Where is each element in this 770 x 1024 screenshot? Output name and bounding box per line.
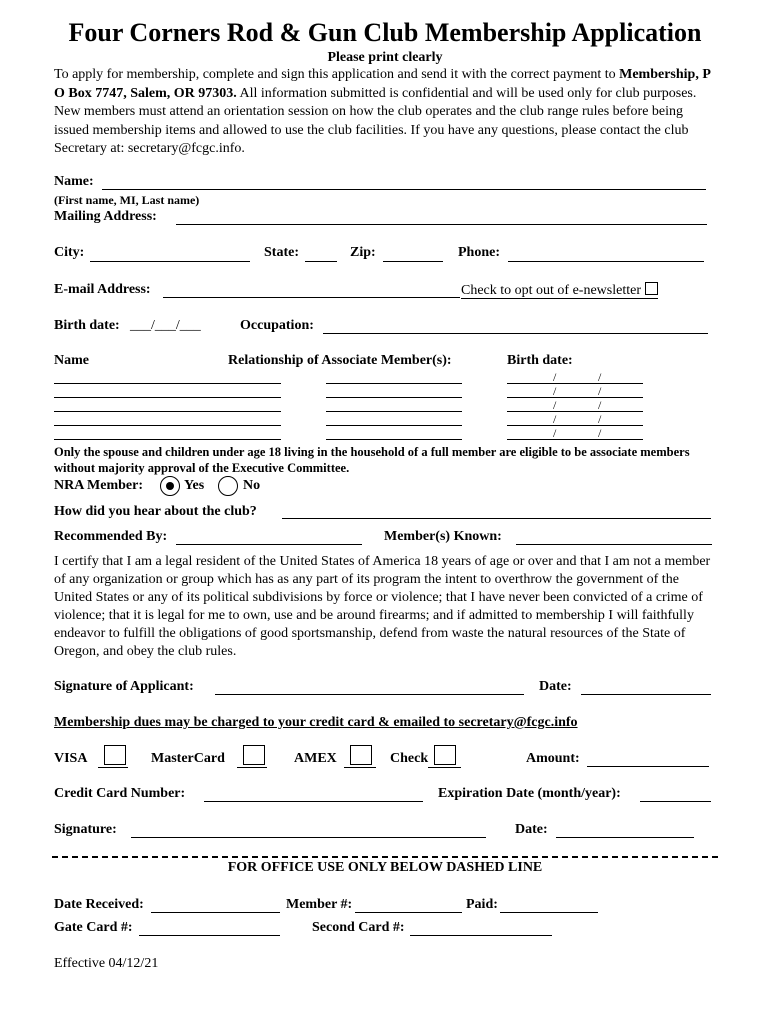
visa-underline [98, 767, 128, 768]
mailing-address-bold: Membership, P O Box 7747, Salem, OR 97303. [54, 67, 711, 101]
nra-yes-radio[interactable] [160, 476, 180, 496]
opt-out-newsletter[interactable]: Check to opt out of e-newsletter [461, 282, 658, 299]
associate-birth-field[interactable] [507, 397, 643, 398]
gate-card-field[interactable] [139, 935, 280, 936]
associate-birth-header: Birth date: [507, 353, 573, 368]
associate-birth-slash: / [553, 426, 557, 440]
city-field[interactable] [90, 261, 250, 262]
paid-label: Paid: [466, 897, 498, 912]
how-heard-label: How did you hear about the club? [54, 504, 257, 519]
associate-birth-slash: / [598, 412, 602, 426]
opt-out-checkbox[interactable] [645, 282, 658, 295]
amex-checkbox[interactable] [350, 745, 372, 765]
associate-relationship-field[interactable] [326, 425, 462, 426]
how-heard-field[interactable] [282, 518, 711, 519]
phone-field[interactable] [508, 261, 704, 262]
associate-name-field[interactable] [54, 439, 281, 440]
associate-birth-field[interactable] [507, 425, 643, 426]
second-card-field[interactable] [410, 935, 552, 936]
associate-birth-slash: / [598, 384, 602, 398]
associate-eligibility-note: Only the spouse and children under age 18 living in the household of a full member are eligible to be associate members without majority approval of the Executive Committee. [54, 445, 690, 475]
form-subtitle: Please print clearly [327, 50, 443, 65]
associate-birth-field[interactable] [507, 411, 643, 412]
associate-birth-slash: / [598, 426, 602, 440]
state-field[interactable] [305, 261, 337, 262]
mastercard-underline [237, 767, 267, 768]
recommended-by-label: Recommended By: [54, 529, 168, 544]
nra-member-label: NRA Member: [54, 478, 144, 493]
check-underline [428, 767, 461, 768]
occupation-label: Occupation: [240, 318, 314, 333]
credit-card-number-label: Credit Card Number: [54, 786, 186, 801]
intro-paragraph: To apply for membership, complete and sign this application and send it with the correct payment to Membership, P O Box 7747, Salem, OR 97303. All information submitted is confidential and will be used only for club purposes. New members must attend an orientation session on how the club operates and the club range rules before being issued membership items and allowed to use the club facilities. If you have any questions, please contact the club Secretary at: secretary@fcgc.info. [54, 67, 711, 156]
dues-heading: Membership dues may be charged to your credit card & emailed to secretary@fcgc.info [54, 715, 578, 730]
members-known-label: Member(s) Known: [384, 529, 502, 544]
associate-birth-field[interactable] [507, 383, 643, 384]
member-number-field[interactable] [355, 912, 462, 913]
mastercard-checkbox[interactable] [243, 745, 265, 765]
nra-no-radio[interactable] [218, 476, 238, 496]
associate-name-field[interactable] [54, 383, 281, 384]
visa-label: VISA [54, 751, 88, 766]
applicant-date-label: Date: [539, 679, 572, 694]
member-number-label: Member #: [286, 897, 353, 912]
associate-name-field[interactable] [54, 411, 281, 412]
email-field[interactable] [163, 297, 460, 298]
card-signature-field[interactable] [131, 837, 486, 838]
visa-checkbox[interactable] [104, 745, 126, 765]
occupation-field[interactable] [323, 333, 708, 334]
birth-date-label: Birth date: [54, 318, 120, 333]
check-checkbox[interactable] [434, 745, 456, 765]
paid-field[interactable] [500, 912, 598, 913]
applicant-signature-label: Signature of Applicant: [54, 679, 194, 694]
expiration-date-field[interactable] [640, 801, 711, 802]
second-card-label: Second Card #: [312, 920, 405, 935]
effective-date: Effective 04/12/21 [54, 956, 159, 971]
date-received-label: Date Received: [54, 897, 144, 912]
date-received-field[interactable] [151, 912, 280, 913]
form-title: Four Corners Rod & Gun Club Membership Application [68, 18, 702, 47]
associate-birth-slash: / [553, 398, 557, 412]
phone-label: Phone: [458, 245, 500, 260]
mailing-address-label: Mailing Address: [54, 209, 157, 224]
associate-name-field[interactable] [54, 425, 281, 426]
associate-relationship-header: Relationship of Associate Member(s): [228, 353, 452, 368]
email-label: E-mail Address: [54, 282, 151, 297]
associate-relationship-field[interactable] [326, 411, 462, 412]
associate-birth-slash: / [553, 370, 557, 384]
city-label: City: [54, 245, 85, 260]
office-use-dashed-line [52, 856, 718, 858]
associate-birth-slash: / [553, 384, 557, 398]
associate-relationship-field[interactable] [326, 439, 462, 440]
card-date-label: Date: [515, 822, 548, 837]
check-label: Check [390, 751, 429, 766]
certification-paragraph: I certify that I am a legal resident of the United States of America 18 years of age or over and that I am not a member of any organization or group which has as any part of its program the intent to overthrow the government of the United States or any of its political subdivisions by force or violence; that I have never been convicted of a crime of violence; that it is legal for me to own, use and be around firearms; and if admitted to membership I will faithfully endeavor to fulfill the obligations of good sportsmanship, defend from waste the natural resources of the State of Oregon, and obey the club rules. [54, 554, 711, 659]
amex-label: AMEX [294, 751, 337, 766]
applicant-date-field[interactable] [581, 694, 711, 695]
associate-name-field[interactable] [54, 397, 281, 398]
card-signature-label: Signature: [54, 822, 117, 837]
amount-field[interactable] [587, 766, 709, 767]
amex-underline [344, 767, 376, 768]
mastercard-label: MasterCard [151, 751, 225, 766]
state-label: State: [264, 245, 299, 260]
zip-label: Zip: [350, 245, 376, 260]
associate-relationship-field[interactable] [326, 397, 462, 398]
associate-relationship-field[interactable] [326, 383, 462, 384]
associate-birth-slash: / [598, 370, 602, 384]
card-date-field[interactable] [556, 837, 694, 838]
members-known-field[interactable] [516, 544, 712, 545]
recommended-by-field[interactable] [176, 544, 362, 545]
amount-label: Amount: [526, 751, 580, 766]
zip-field[interactable] [383, 261, 443, 262]
name-label: Name: [54, 174, 94, 189]
office-use-heading: FOR OFFICE USE ONLY BELOW DASHED LINE [227, 860, 543, 875]
mailing-address-field[interactable] [176, 224, 707, 225]
credit-card-number-field[interactable] [204, 801, 423, 802]
associate-name-header: Name [54, 353, 89, 368]
birth-date-field[interactable]: ___/___/___ [130, 318, 201, 333]
associate-birth-field[interactable] [507, 439, 643, 440]
name-hint: (First name, MI, Last name) [54, 193, 200, 207]
associate-birth-slash: / [553, 412, 557, 426]
associate-birth-slash: / [598, 398, 602, 412]
nra-no-label: No [243, 478, 261, 493]
gate-card-label: Gate Card #: [54, 920, 133, 935]
expiration-date-label: Expiration Date (month/year): [438, 786, 621, 801]
applicant-signature-field[interactable] [215, 694, 524, 695]
nra-yes-label: Yes [184, 478, 205, 493]
name-field[interactable] [102, 189, 706, 190]
